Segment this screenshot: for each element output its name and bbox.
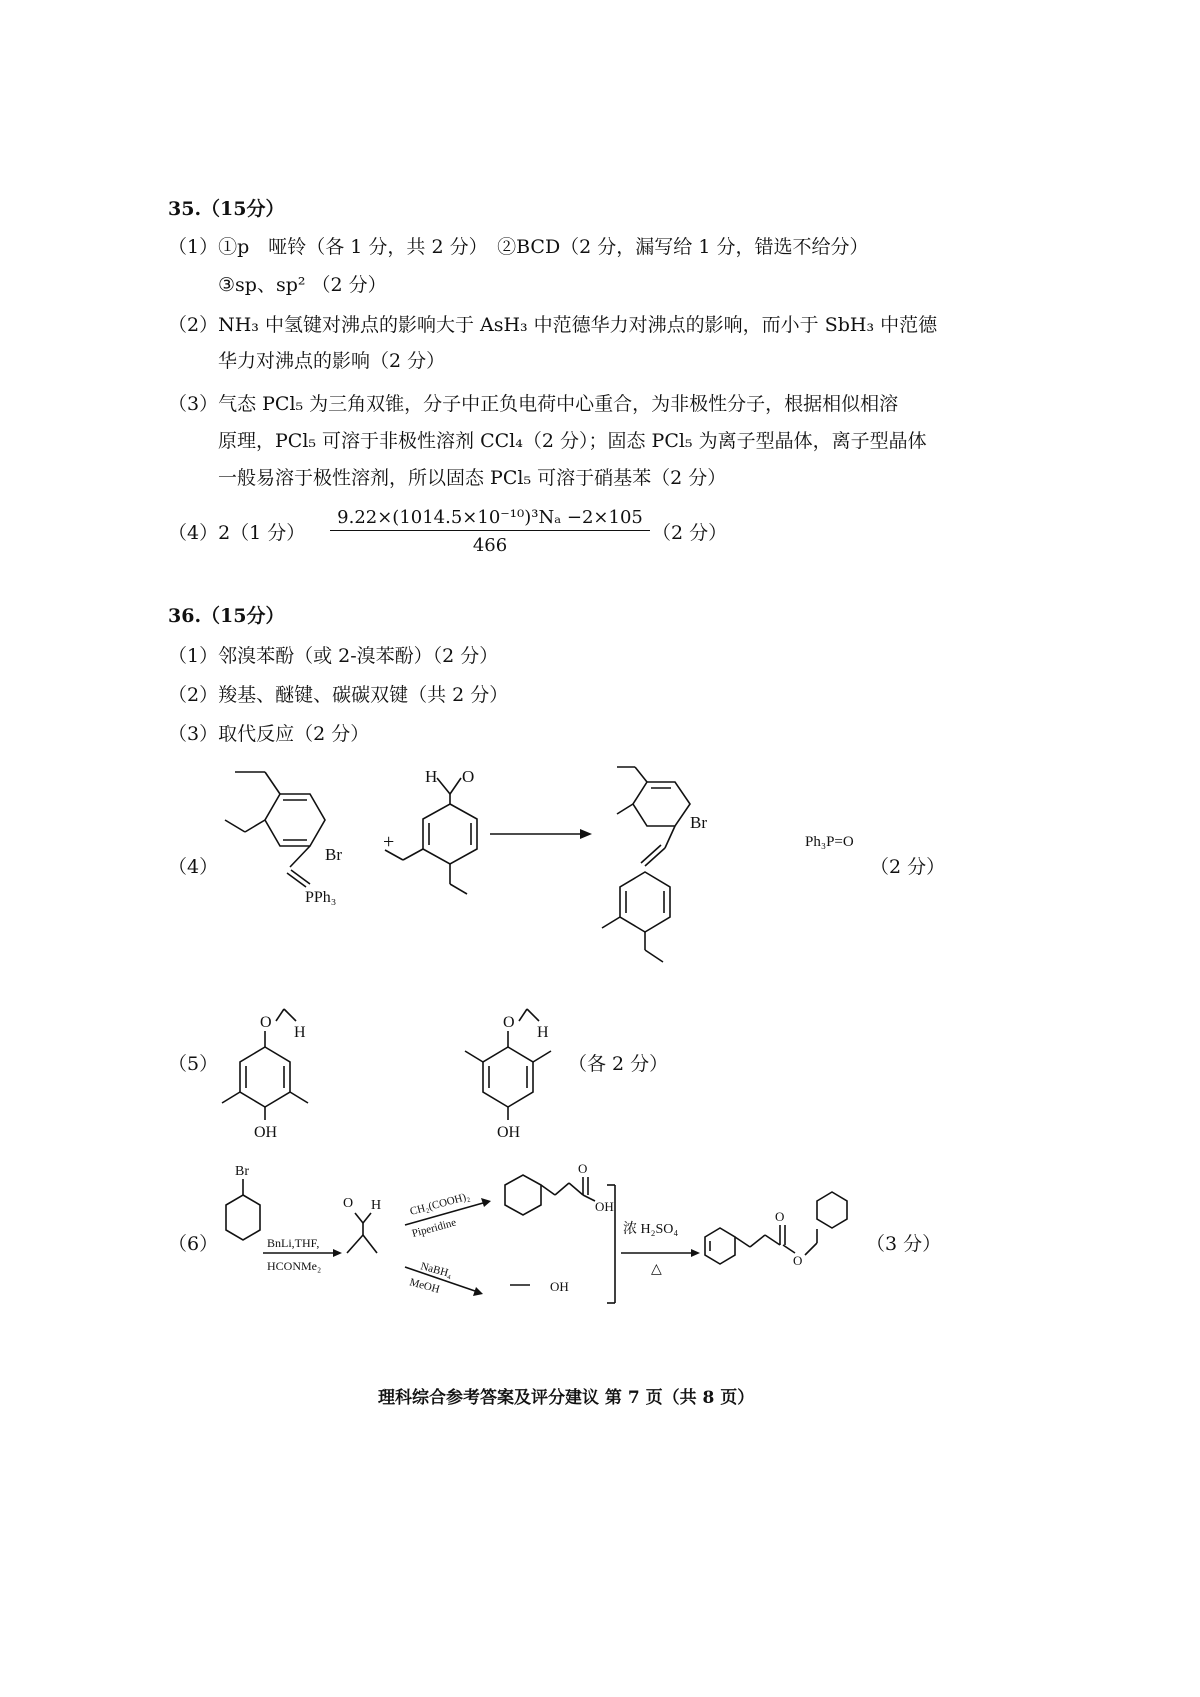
fraction-denominator: 466 — [472, 535, 508, 556]
q35-line-2b: 华力对沸点的影响（2 分） — [218, 350, 446, 372]
fraction-numerator: 9.22×(1014.5×10⁻¹⁰)³Nₐ −2×105 — [330, 507, 650, 531]
acid-o: O — [578, 1161, 588, 1176]
benzyl-cinnamate — [705, 1192, 847, 1268]
q36-line-1: （1）邻溴苯酚（或 2-溴苯酚）（2 分） — [168, 645, 499, 667]
reagent-meoh: MeOH — [408, 1276, 441, 1296]
product-molecule — [602, 767, 707, 962]
q35-line-3c: 一般易溶于极性溶剂，所以固态 PCl₅ 可溶于硝基苯（2 分） — [218, 467, 727, 489]
q35-line-2a: （2）NH₃ 中氢键对沸点的影响大于 AsH₃ 中范德华力对沸点的影响，而小于 SbH₃ 中范德 — [168, 314, 938, 336]
aldehyde-molecule — [385, 767, 477, 894]
ester-carbonyl-o: O — [775, 1209, 785, 1224]
reagent-h2so4: 浓 H₂SO₄ — [623, 1222, 679, 1237]
ester-o-2: O — [503, 1014, 515, 1031]
triphenylphosphine-group: PPh₃ — [305, 889, 337, 906]
q35-line-3a: （3）气态 PCl₅ 为三角双锥，分子中正负电荷中心重合，为非极性分子，根据相似相溶 — [168, 393, 899, 415]
benzaldehyde — [343, 1196, 381, 1253]
start-bromine: Br — [235, 1164, 249, 1179]
q36-4-reaction-scheme — [205, 752, 965, 982]
acid-oh: OH — [595, 1199, 614, 1214]
triphenylphosphine-oxide: Ph₃P=O — [805, 834, 854, 850]
plus-sign: + — [383, 831, 395, 853]
product-bromine: Br — [690, 813, 707, 832]
reagent-malonic: CH₂(COOH)₂ — [408, 1190, 472, 1218]
alcohol-oh: OH — [550, 1279, 569, 1294]
q36-line-3: （3）取代反应（2 分） — [168, 723, 370, 745]
q35-line-1a: （1）①p 哑铃（各 1 分，共 2 分） ②BCD（2 分，漏写给 1 分，错选不给分） — [168, 236, 869, 258]
formate-h-1: H — [294, 1024, 306, 1041]
q36-6-label: （6） — [168, 1233, 219, 1255]
bromobenzene — [226, 1164, 260, 1240]
aldehyde-o: O — [462, 767, 475, 786]
q36-heading: 36.（15分） — [168, 605, 285, 627]
q36-4-label: （4） — [168, 856, 219, 878]
formate-isomer-2 — [465, 1009, 551, 1141]
reagent-dmf: HCONMe₂ — [267, 1259, 322, 1273]
ester-o-1: O — [260, 1014, 272, 1031]
q35-density-fraction — [330, 507, 650, 556]
ylide-molecule — [225, 772, 342, 906]
phenol-oh-2: OH — [497, 1124, 521, 1141]
aldehyde-h: H — [425, 767, 438, 786]
q36-4-score: （2 分） — [870, 856, 946, 878]
q35-line-4-prefix: （4）2（1 分） — [168, 522, 306, 544]
q35-line-3b: 原理，PCl₅ 可溶于非极性溶剂 CCl₄（2 分）；固态 PCl₅ 为离子型晶体，离子型晶体 — [218, 430, 927, 452]
q35-line-1b: ③sp、sp² （2 分） — [218, 274, 387, 296]
reagent-piperidine: Piperidine — [410, 1216, 458, 1240]
q35-line-4-score: （2 分） — [652, 522, 728, 544]
reagent-nabh4: NaBH₄ — [419, 1260, 454, 1281]
ester-o: O — [793, 1253, 803, 1268]
aldehyde-h: H — [371, 1198, 382, 1213]
formate-h-2: H — [537, 1024, 549, 1041]
reagent-bnli: BnLi,THF, — [267, 1236, 320, 1250]
q36-6-synthesis-route — [205, 1155, 865, 1315]
aldehyde-o: O — [343, 1196, 354, 1211]
cinnamic-acid — [505, 1161, 614, 1215]
q36-5-structures — [210, 985, 630, 1145]
q36-5-score: （各 2 分） — [568, 1053, 669, 1075]
heat-symbol: △ — [651, 1262, 662, 1277]
formate-isomer-1 — [222, 1009, 308, 1141]
phenol-oh-1: OH — [254, 1124, 278, 1141]
q36-5-label: （5） — [168, 1053, 219, 1075]
q35-heading: 35.（15分） — [168, 198, 285, 220]
q36-line-2: （2）羧基、醚键、碳碳双键（共 2 分） — [168, 684, 509, 706]
page-footer: 理科综合参考答案及评分建议 第 7 页（共 8 页） — [378, 1388, 755, 1408]
q36-6-score: （3 分） — [866, 1233, 942, 1255]
bromine-atom: Br — [325, 845, 342, 864]
